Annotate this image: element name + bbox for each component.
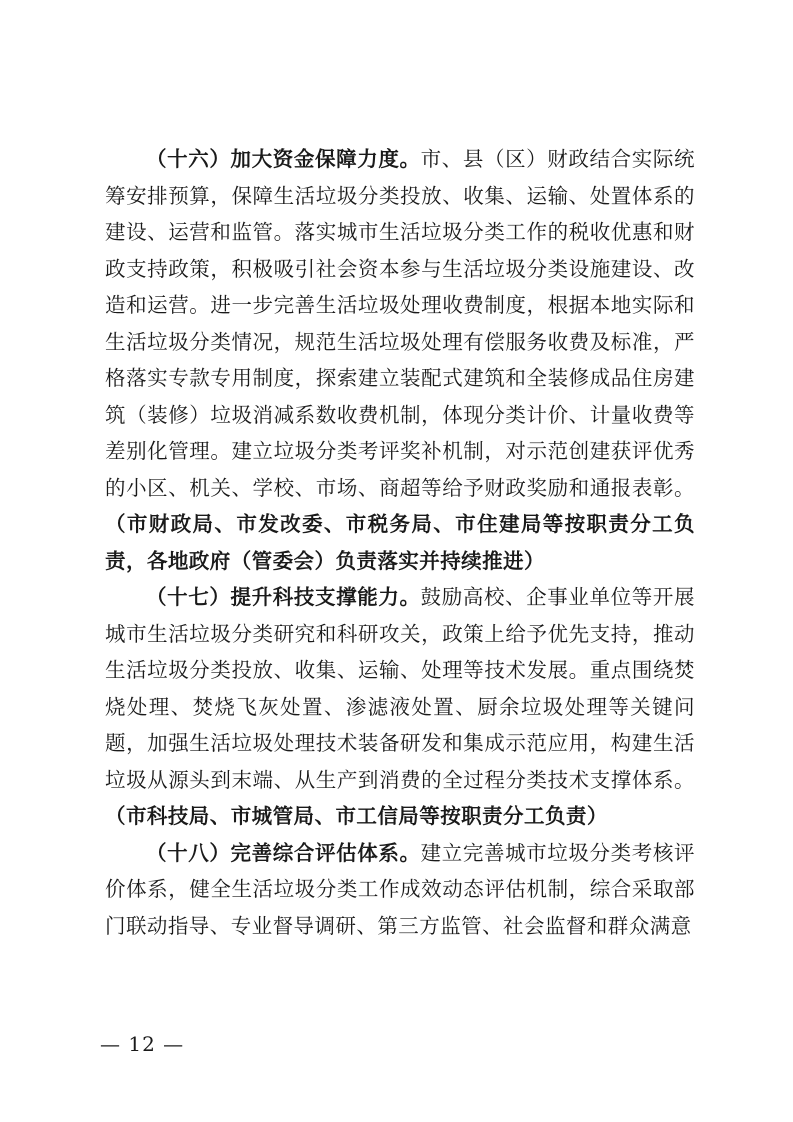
- section-heading: （十六）加大资金保障力度。: [146, 147, 421, 171]
- section-heading: （十八）完善综合评估体系。: [146, 840, 421, 865]
- paragraph-section-16: [105, 141, 695, 579]
- paragraph-body: 建立完善城市垃圾分类考核评价体系，健全生活垃圾分类工作成效动态评估机制，综合采取部门联动指导、专业督导调研、第三方监管、社会监督和群众满意: [105, 840, 695, 938]
- responsibility-note: （市财政局、市发改委、市税务局、市住建局等按职责分工负责，各地政府（管委会）负责落实并持续推进）: [105, 512, 695, 573]
- section-heading: （十七）提升科技支撑能力。: [146, 585, 421, 609]
- paragraph-section-18: [105, 835, 695, 945]
- paragraph-body: 市、县（区）财政结合实际统筹安排预算，保障生活垃圾分类投放、收集、运输、处置体系的建设、运营和监管。落实城市生活垃圾分类工作的税收优惠和财政支持政策，积极吸引社会资本参与生活垃圾分类设施建设、改造和运营。进一步完善生活垃圾处理收费制度，根据本地实际和生活垃圾分类情况，规范生活垃圾处理有偿服务收费及标准，严格落实专款专用制度，探索建立装配式建筑和全装修成品住房建筑（装修）垃圾消减系数收费机制，体现分类计价、计量收费等差别化管理。建立垃圾分类考评奖补机制，对示范创建获评优秀的小区、机关、学校、市场、商超等给予财政奖励和通报表彰。: [105, 147, 695, 500]
- paragraph-section-17: [105, 579, 695, 835]
- page-number: — 12 —: [100, 1032, 185, 1056]
- paragraph-body: 鼓励高校、企事业单位等开展城市生活垃圾分类研究和科研攻关，政策上给予优先支持，推动生活垃圾分类投放、收集、运输、处理等技术发展。重点围绕焚烧处理、焚烧飞灰处置、渗滤液处置、厨余垃圾处理等关键问题，加强生活垃圾处理技术装备研发和集成示范应用，构建生活垃圾从源头到末端、从生产到消费的全过程分类技术支撑体系。: [105, 585, 695, 792]
- page-body: [105, 141, 695, 944]
- responsibility-note: （市科技局、市城管局、市工信局等按职责分工负责）: [105, 804, 608, 828]
